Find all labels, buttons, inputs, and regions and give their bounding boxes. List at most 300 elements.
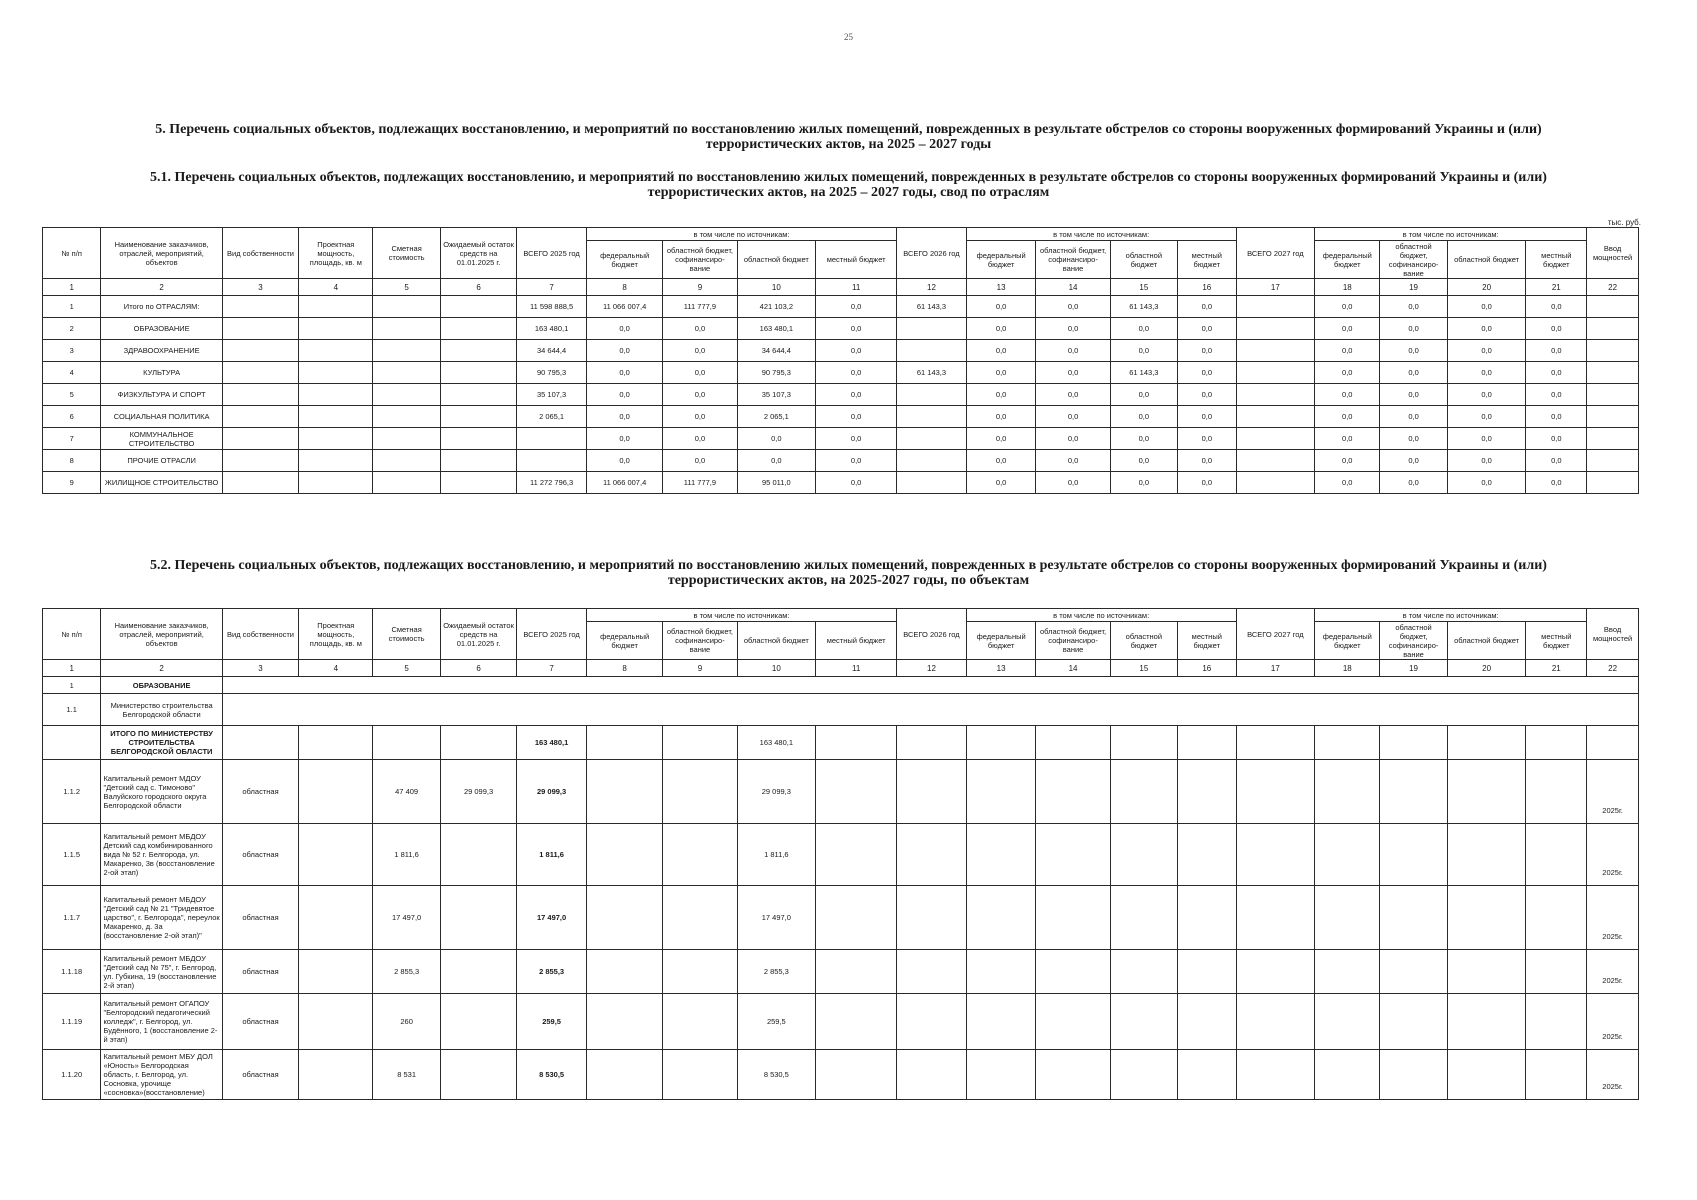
empty-cell (1447, 726, 1526, 760)
col-header-total-2026: ВСЕГО 2026 год (897, 609, 967, 660)
empty-cell (299, 450, 373, 472)
empty-cell (1380, 950, 1447, 994)
empty-cell (1236, 994, 1315, 1050)
column-number: 5 (373, 279, 440, 296)
column-number: 8 (586, 660, 662, 677)
empty-cell (1447, 994, 1526, 1050)
column-number: 14 (1036, 279, 1110, 296)
column-number: 12 (897, 279, 967, 296)
empty-cell (816, 994, 897, 1050)
row-name: КУЛЬТУРА (101, 362, 222, 384)
column-number: 16 (1178, 660, 1236, 677)
row-number: 2 (43, 318, 101, 340)
value-cell: 0,0 (1380, 384, 1447, 406)
empty-cell (1178, 824, 1236, 886)
empty-cell (1178, 1050, 1236, 1100)
empty-cell (1526, 726, 1587, 760)
empty-cell (299, 406, 373, 428)
empty-cell (1380, 824, 1447, 886)
commission-year-cell: 2025г. (1587, 824, 1639, 886)
row-number: 5 (43, 384, 101, 406)
value-cell: 0,0 (1526, 340, 1587, 362)
value-cell: 2 065,1 (737, 406, 816, 428)
value-cell: 0,0 (1036, 384, 1110, 406)
column-number: 12 (897, 660, 967, 677)
empty-cell (373, 340, 440, 362)
col-header-regional: областной бюджет (737, 622, 816, 660)
empty-cell (663, 1050, 737, 1100)
empty-cell (586, 760, 662, 824)
empty-cell (222, 318, 298, 340)
empty-cell (440, 318, 516, 340)
col-header-local: местный бюджет (1178, 622, 1236, 660)
value-cell: 163 480,1 (517, 726, 587, 760)
value-cell (1236, 384, 1315, 406)
empty-cell (1110, 824, 1177, 886)
value-cell: 0,0 (966, 384, 1036, 406)
value-cell (897, 450, 967, 472)
value-cell: 0,0 (1110, 450, 1177, 472)
value-cell: 163 480,1 (517, 318, 587, 340)
value-cell: 0,0 (1526, 406, 1587, 428)
empty-cell (897, 824, 967, 886)
empty-cell (1380, 726, 1447, 760)
empty-cell (663, 950, 737, 994)
empty-cell (1036, 726, 1110, 760)
empty-cell (222, 677, 1638, 694)
column-number: 20 (1447, 279, 1526, 296)
column-number: 7 (517, 279, 587, 296)
row-number: 9 (43, 472, 101, 494)
empty-cell (1036, 1050, 1110, 1100)
empty-cell (440, 472, 516, 494)
value-cell: 0,0 (1447, 362, 1526, 384)
value-cell: 11 066 007,4 (586, 472, 662, 494)
column-number: 10 (737, 279, 816, 296)
value-cell: 0,0 (1447, 472, 1526, 494)
value-cell (897, 428, 967, 450)
empty-cell (299, 318, 373, 340)
value-cell (1236, 472, 1315, 494)
column-number: 17 (1236, 660, 1315, 677)
column-number: 2 (101, 660, 222, 677)
empty-cell (897, 726, 967, 760)
value-cell: 0,0 (1110, 428, 1177, 450)
empty-cell (1236, 950, 1315, 994)
col-header-federal: федеральный бюджет (966, 622, 1036, 660)
column-number: 1 (43, 660, 101, 677)
column-number: 3 (222, 660, 298, 677)
empty-cell (1587, 362, 1639, 384)
row-number: 4 (43, 362, 101, 384)
estimate-cell: 17 497,0 (373, 886, 440, 950)
empty-cell (1178, 886, 1236, 950)
empty-cell (1036, 886, 1110, 950)
value-cell (897, 406, 967, 428)
empty-cell (816, 886, 897, 950)
column-number: 5 (373, 660, 440, 677)
value-cell: 34 644,4 (517, 340, 587, 362)
col-header-federal: федеральный бюджет (586, 241, 662, 279)
empty-cell (440, 340, 516, 362)
empty-cell (299, 362, 373, 384)
empty-cell (299, 824, 373, 886)
commission-year-cell: 2025г. (1587, 950, 1639, 994)
empty-cell (663, 726, 737, 760)
empty-cell (373, 296, 440, 318)
table-row (43, 428, 1639, 450)
empty-cell (1380, 886, 1447, 950)
value-cell: 0,0 (1178, 340, 1236, 362)
header-row (43, 228, 1639, 241)
row-name: ЗДРАВООХРАНЕНИЕ (101, 340, 222, 362)
col-header-regional: областной бюджет (1447, 241, 1526, 279)
empty-cell (1178, 726, 1236, 760)
empty-cell (1110, 1050, 1177, 1100)
column-number-row (43, 279, 1639, 296)
col-header-local: местный бюджет (816, 622, 897, 660)
value-cell: 11 272 796,3 (517, 472, 587, 494)
row-name: ФИЗКУЛЬТУРА И СПОРТ (101, 384, 222, 406)
col-header-name: Наименование заказчиков, отраслей, мероприятий, объектов (101, 228, 222, 279)
column-number: 18 (1315, 660, 1380, 677)
subtotal-row (43, 726, 1639, 760)
row-number: 1.1.19 (43, 994, 101, 1050)
remainder-cell (440, 886, 516, 950)
value-cell (1236, 450, 1315, 472)
row-number: 1.1.7 (43, 886, 101, 950)
value-cell: 0,0 (1178, 296, 1236, 318)
col-header-local: местный бюджет (1526, 622, 1587, 660)
value-cell (1236, 428, 1315, 450)
col-header-total-2025: ВСЕГО 2025 год (517, 609, 587, 660)
object-name: Капитальный ремонт МБДОУ "Детский сад № 21 "Тридевятое царство", г. Белгорода", переулок Макаренко, д. 3а (восстановление 2-ой этап)" (101, 886, 222, 950)
value-cell: 61 143,3 (1110, 362, 1177, 384)
column-number: 6 (440, 279, 516, 296)
value-cell: 0,0 (1526, 362, 1587, 384)
empty-cell (966, 886, 1036, 950)
empty-cell (299, 886, 373, 950)
row-name: ПРОЧИЕ ОТРАСЛИ (101, 450, 222, 472)
value-cell: 0,0 (1036, 296, 1110, 318)
ownership-cell: областная (222, 824, 298, 886)
empty-cell (373, 472, 440, 494)
value-cell: 0,0 (1315, 362, 1380, 384)
col-header-total-2025: ВСЕГО 2025 год (517, 228, 587, 279)
value-cell: 163 480,1 (737, 318, 816, 340)
empty-cell (222, 694, 1638, 726)
column-number: 15 (1110, 279, 1177, 296)
objects-table (42, 608, 1639, 1100)
column-number: 4 (299, 279, 373, 296)
column-number: 16 (1178, 279, 1236, 296)
total-2025-cell: 8 530,5 (517, 1050, 587, 1100)
column-number: 11 (816, 279, 897, 296)
value-cell: 0,0 (1315, 318, 1380, 340)
empty-cell (1036, 950, 1110, 994)
col-header-cofin: областной бюджет, софинансиро-вание (1036, 241, 1110, 279)
empty-cell (440, 384, 516, 406)
value-cell: 111 777,9 (663, 296, 737, 318)
value-cell: 0,0 (966, 340, 1036, 362)
column-number: 7 (517, 660, 587, 677)
col-header-sources-2027: в том числе по источникам: (1315, 228, 1587, 241)
value-cell: 0,0 (737, 450, 816, 472)
value-cell: 0,0 (1315, 428, 1380, 450)
section-5-1-title: 5.1. Перечень социальных объектов, подлежащих восстановлению, и мероприятий по восстановлению жилых помещений, поврежденных в результате обстрелов со стороны вооруженных формирований Украины и (или) террористических актов, на 2025 – 2027 годы, свод по отраслям (150, 170, 1547, 200)
ownership-cell: областная (222, 950, 298, 994)
col-header-sources-2026: в том числе по источникам: (966, 228, 1236, 241)
ownership-cell: областная (222, 886, 298, 950)
value-cell: 0,0 (1315, 472, 1380, 494)
value-cell: 0,0 (1380, 472, 1447, 494)
col-header-num: № п/п (43, 228, 101, 279)
row-number: 1 (43, 296, 101, 318)
empty-cell (897, 950, 967, 994)
col-header-remainder: Ожидаемый остаток средств на 01.01.2025 г. (440, 609, 516, 660)
value-cell: 0,0 (1178, 384, 1236, 406)
column-number: 2 (101, 279, 222, 296)
empty-cell (1178, 760, 1236, 824)
row-number: 8 (43, 450, 101, 472)
empty-cell (1110, 950, 1177, 994)
value-cell: 0,0 (586, 428, 662, 450)
empty-cell (1587, 406, 1639, 428)
col-header-commission: Ввод мощностей (1587, 609, 1639, 660)
value-cell: 61 143,3 (897, 362, 967, 384)
value-cell: 0,0 (1526, 472, 1587, 494)
value-cell: 0,0 (1178, 450, 1236, 472)
column-number: 9 (663, 660, 737, 677)
empty-cell (1587, 450, 1639, 472)
column-number: 10 (737, 660, 816, 677)
value-cell: 0,0 (586, 318, 662, 340)
empty-cell (1526, 994, 1587, 1050)
col-header-total-2026: ВСЕГО 2026 год (897, 228, 967, 279)
empty-cell (440, 726, 516, 760)
column-number: 4 (299, 660, 373, 677)
empty-cell (1315, 824, 1380, 886)
value-cell (897, 384, 967, 406)
empty-cell (222, 406, 298, 428)
empty-cell (222, 296, 298, 318)
empty-cell (299, 760, 373, 824)
column-number: 19 (1380, 279, 1447, 296)
empty-cell (1526, 886, 1587, 950)
page-number: 25 (844, 32, 853, 42)
row-name: Итого по ОТРАСЛЯМ: (101, 296, 222, 318)
row-number: 1 (43, 677, 101, 694)
value-cell: 0,0 (586, 362, 662, 384)
value-cell: 0,0 (966, 472, 1036, 494)
value-cell: 163 480,1 (737, 726, 816, 760)
empty-cell (1587, 318, 1639, 340)
value-cell: 0,0 (816, 296, 897, 318)
empty-cell (1526, 760, 1587, 824)
empty-cell (373, 318, 440, 340)
value-cell: 0,0 (1178, 362, 1236, 384)
empty-cell (373, 428, 440, 450)
regional-2025-cell: 259,5 (737, 994, 816, 1050)
empty-cell (440, 450, 516, 472)
row-number: 1.1.5 (43, 824, 101, 886)
col-header-total-2027: ВСЕГО 2027 год (1236, 609, 1315, 660)
empty-cell (1447, 760, 1526, 824)
empty-cell (222, 362, 298, 384)
value-cell: 0,0 (663, 406, 737, 428)
column-number: 20 (1447, 660, 1526, 677)
value-cell: 0,0 (1380, 406, 1447, 428)
col-header-cofin: областной бюджет, софинансиро-вание (663, 622, 737, 660)
empty-cell (1110, 994, 1177, 1050)
value-cell: 0,0 (816, 384, 897, 406)
col-header-capacity: Проектная мощность, площадь, кв. м (299, 228, 373, 279)
value-cell (1236, 296, 1315, 318)
empty-cell (897, 1050, 967, 1100)
regional-2025-cell: 1 811,6 (737, 824, 816, 886)
column-number: 22 (1587, 279, 1639, 296)
value-cell: 61 143,3 (1110, 296, 1177, 318)
empty-cell (1236, 824, 1315, 886)
col-header-remainder: Ожидаемый остаток средств на 01.01.2025 г. (440, 228, 516, 279)
empty-cell (586, 950, 662, 994)
value-cell (1236, 406, 1315, 428)
empty-cell (1315, 886, 1380, 950)
value-cell: 0,0 (1315, 296, 1380, 318)
empty-cell (1587, 340, 1639, 362)
header-row (43, 609, 1639, 622)
column-number: 11 (816, 660, 897, 677)
col-header-federal: федеральный бюджет (1315, 241, 1380, 279)
value-cell: 0,0 (663, 318, 737, 340)
table-row (43, 318, 1639, 340)
empty-cell (299, 994, 373, 1050)
value-cell: 0,0 (1447, 428, 1526, 450)
col-header-regional: областной бюджет (1110, 622, 1177, 660)
col-header-cofin: областной бюджет, софинансиро-вание (1380, 241, 1447, 279)
row-number: 1.1.20 (43, 1050, 101, 1100)
commission-year-cell: 2025г. (1587, 1050, 1639, 1100)
remainder-cell (440, 824, 516, 886)
empty-cell (1587, 726, 1639, 760)
empty-cell (1178, 950, 1236, 994)
value-cell: 95 011,0 (737, 472, 816, 494)
regional-2025-cell: 8 530,5 (737, 1050, 816, 1100)
empty-cell (299, 1050, 373, 1100)
object-row (43, 1050, 1639, 1100)
value-cell: 0,0 (1315, 450, 1380, 472)
row-number: 1.1.2 (43, 760, 101, 824)
empty-cell (299, 726, 373, 760)
empty-cell (1447, 824, 1526, 886)
value-cell: 0,0 (1110, 318, 1177, 340)
empty-cell (966, 824, 1036, 886)
col-header-ownership: Вид собственности (222, 228, 298, 279)
value-cell: 0,0 (816, 450, 897, 472)
value-cell: 0,0 (966, 296, 1036, 318)
col-header-federal: федеральный бюджет (1315, 622, 1380, 660)
col-header-name: Наименование заказчиков, отраслей, мероприятий, объектов (101, 609, 222, 660)
column-number: 1 (43, 279, 101, 296)
object-row (43, 950, 1639, 994)
estimate-cell: 47 409 (373, 760, 440, 824)
value-cell (1236, 340, 1315, 362)
object-row (43, 994, 1639, 1050)
empty-cell (897, 886, 967, 950)
value-cell: 0,0 (816, 362, 897, 384)
empty-cell (897, 994, 967, 1050)
value-cell: 0,0 (966, 428, 1036, 450)
empty-cell (816, 950, 897, 994)
value-cell: 0,0 (1526, 384, 1587, 406)
column-number: 15 (1110, 660, 1177, 677)
empty-cell (222, 384, 298, 406)
value-cell: 0,0 (1526, 428, 1587, 450)
value-cell: 0,0 (1036, 472, 1110, 494)
value-cell: 0,0 (1178, 318, 1236, 340)
value-cell: 11 066 007,4 (586, 296, 662, 318)
object-name: Капитальный ремонт МБУ ДОЛ «Юность» Белгородская область, г. Белгород, ул. Сосновка, урочище «сосновка»(восстановление) (101, 1050, 222, 1100)
value-cell: 111 777,9 (663, 472, 737, 494)
value-cell: 0,0 (586, 384, 662, 406)
empty-cell (1587, 428, 1639, 450)
object-row (43, 824, 1639, 886)
object-name: Капитальный ремонт МБДОУ "Детский сад № 75", г. Белгород, ул. Губкина, 19 (восстановление 2-й этап) (101, 950, 222, 994)
total-2025-cell: 2 855,3 (517, 950, 587, 994)
value-cell: 0,0 (1447, 296, 1526, 318)
empty-cell (373, 362, 440, 384)
empty-cell (222, 450, 298, 472)
value-cell: 0,0 (586, 340, 662, 362)
subsection-row (43, 694, 1639, 726)
col-header-local: местный бюджет (816, 241, 897, 279)
value-cell: 0,0 (1447, 406, 1526, 428)
object-row (43, 760, 1639, 824)
remainder-cell: 29 099,3 (440, 760, 516, 824)
value-cell: 0,0 (1110, 406, 1177, 428)
col-header-federal: федеральный бюджет (966, 241, 1036, 279)
col-header-cofin: областной бюджет, софинансиро-вание (1380, 622, 1447, 660)
value-cell: 0,0 (663, 340, 737, 362)
value-cell: 0,0 (1526, 296, 1587, 318)
column-number: 17 (1236, 279, 1315, 296)
empty-cell (373, 384, 440, 406)
commission-year-cell: 2025г. (1587, 886, 1639, 950)
empty-cell (1236, 760, 1315, 824)
value-cell: 0,0 (1178, 428, 1236, 450)
column-number-row (43, 660, 1639, 677)
value-cell: 0,0 (1036, 428, 1110, 450)
empty-cell (1036, 824, 1110, 886)
value-cell (517, 450, 587, 472)
col-header-total-2027: ВСЕГО 2027 год (1236, 228, 1315, 279)
value-cell: 11 598 888,5 (517, 296, 587, 318)
empty-cell (299, 384, 373, 406)
value-cell: 0,0 (816, 340, 897, 362)
empty-cell (299, 340, 373, 362)
commission-year-cell: 2025г. (1587, 760, 1639, 824)
table-row (43, 384, 1639, 406)
row-name: ОБРАЗОВАНИЕ (101, 318, 222, 340)
subtotal-name: ИТОГО ПО МИНИСТЕРСТВУ СТРОИТЕЛЬСТВА БЕЛГОРОДСКОЙ ОБЛАСТИ (101, 726, 222, 760)
empty-cell (1110, 726, 1177, 760)
column-number: 8 (586, 279, 662, 296)
column-number: 13 (966, 660, 1036, 677)
empty-cell (966, 950, 1036, 994)
empty-cell (222, 726, 298, 760)
value-cell: 0,0 (1526, 318, 1587, 340)
total-2025-cell: 259,5 (517, 994, 587, 1050)
